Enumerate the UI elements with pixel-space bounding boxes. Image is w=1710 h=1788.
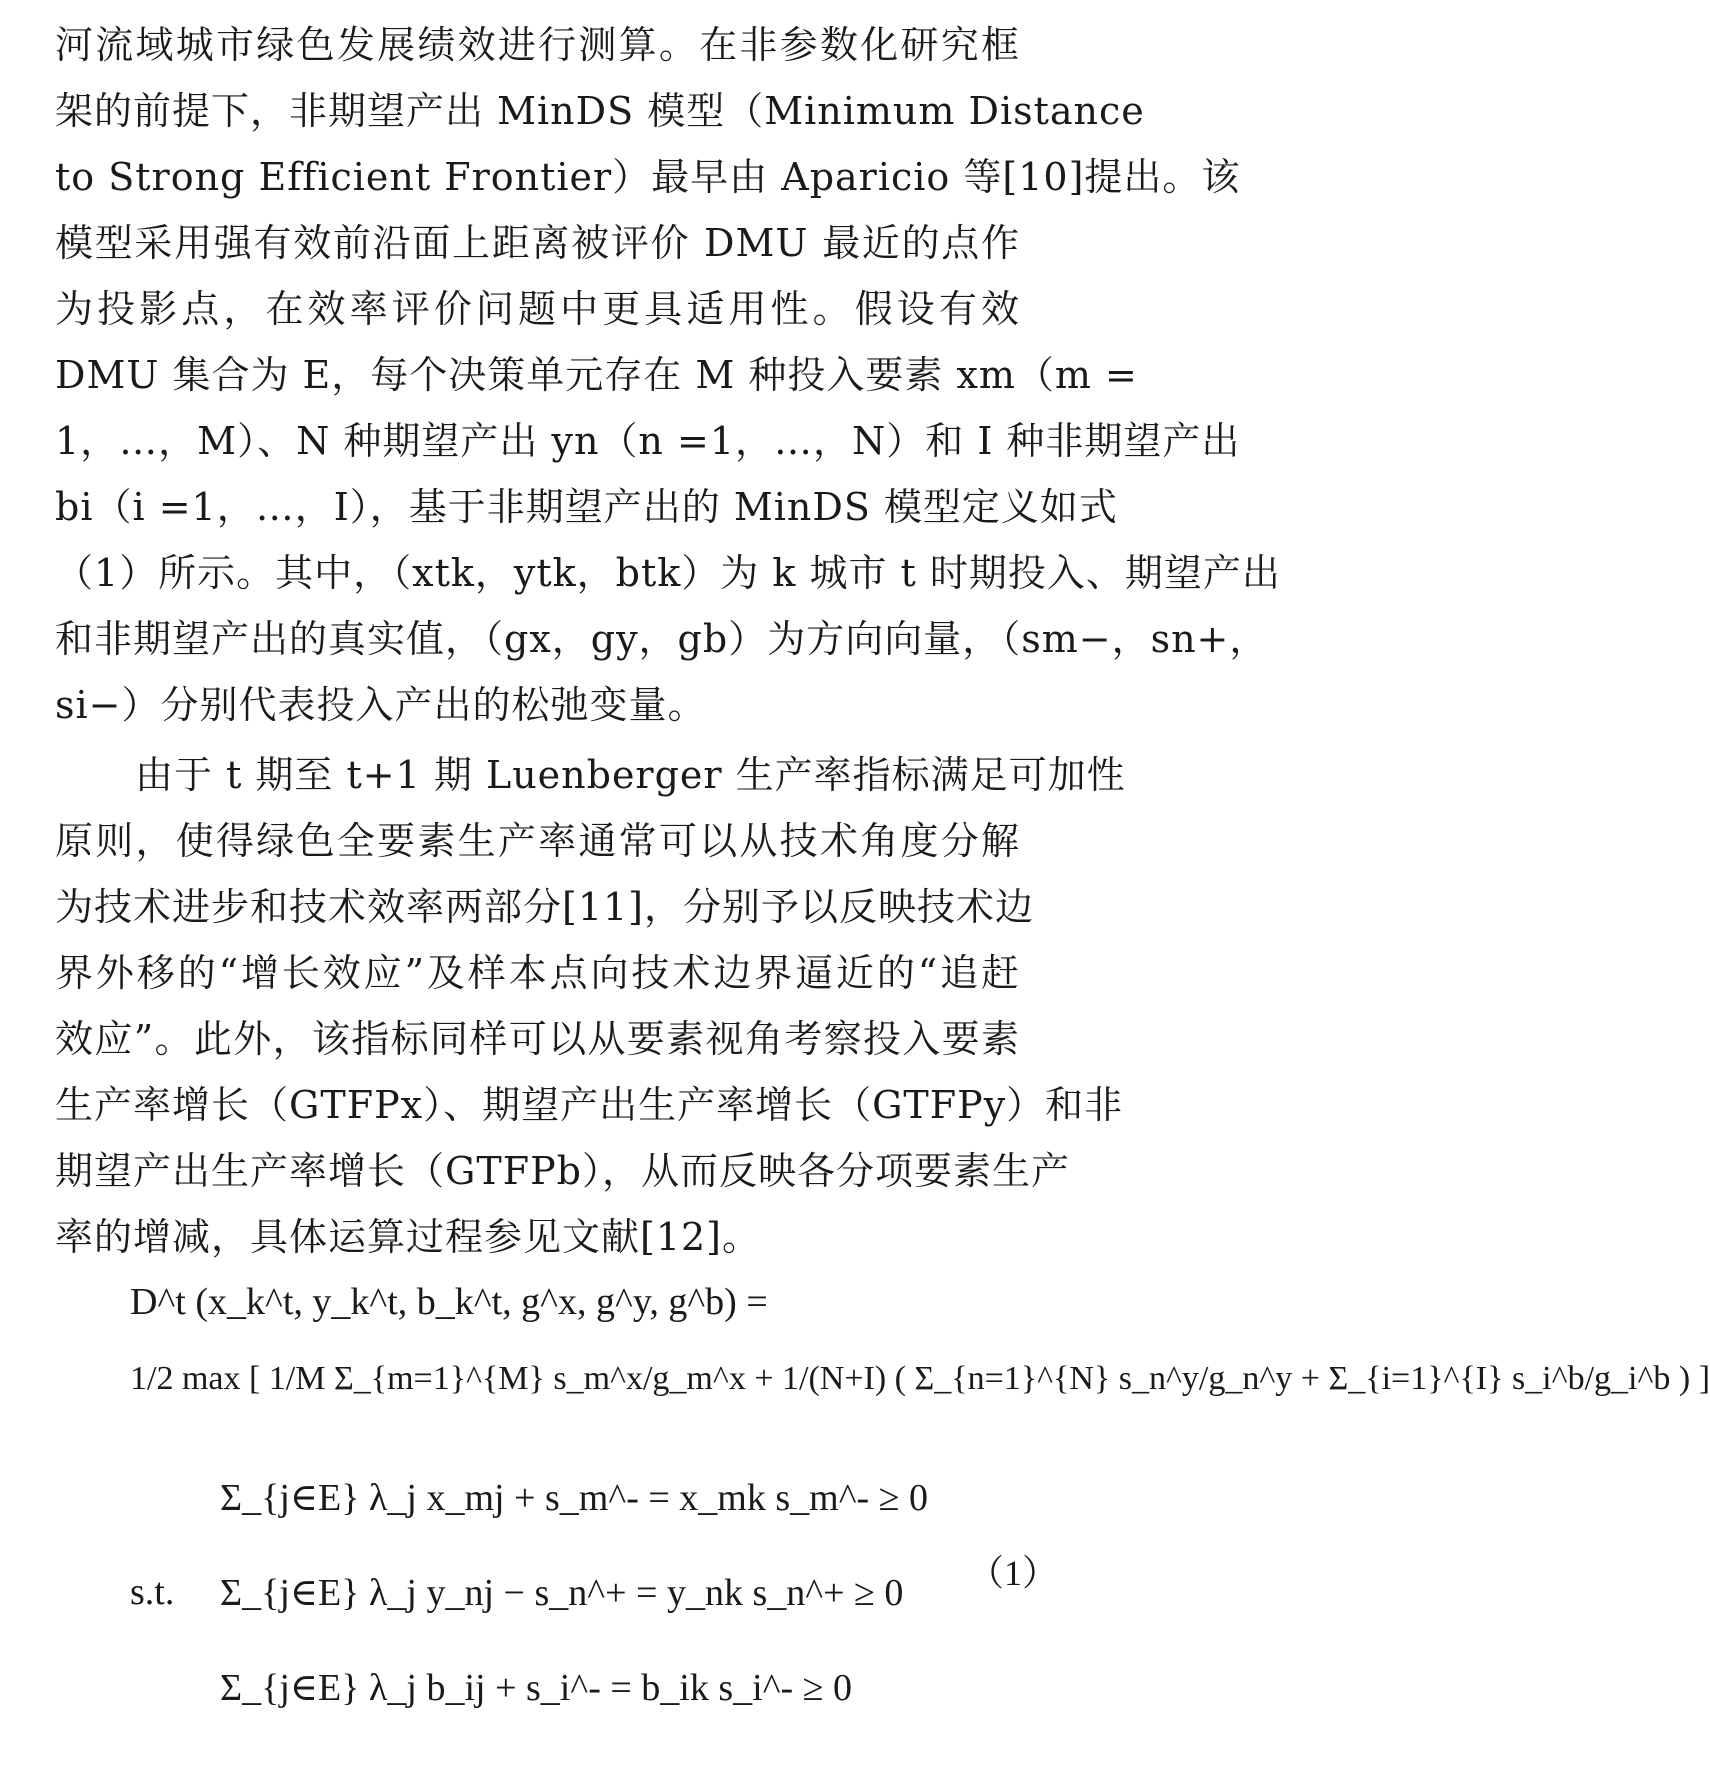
text-line: 效应”。此外，该指标同样可以从要素视角考察投入要素 — [55, 1017, 1020, 1061]
equation-objective: 1/2 max [ 1/M Σ_{m=1}^{M} s_m^x/g_m^x + 1/(N+I) ( Σ_{n=1}^{N} s_n^y/g_n^y + Σ_{i=1}^{I} s_i^b/g_i^b ) ] — [130, 1360, 1710, 1397]
text-line: 原则，使得绿色全要素生产率通常可以从技术角度分解 — [55, 819, 1020, 863]
equation-block — [130, 1280, 1710, 1780]
text-line: 由于 t 期至 t+1 期 Luenberger 生产率指标满足可加性 — [135, 753, 1126, 797]
equation-number: （1） — [967, 1553, 1058, 1593]
text-line: to Strong Efficient Frontier）最早由 Aparicio 等[10]提出。该 — [55, 155, 1241, 199]
text-line: 和非期望产出的真实值，（gx，gy，gb）为方向向量，（sm−，sn+， — [55, 617, 1269, 661]
constraint-1: Σ_{j∈E} λ_j x_mj + s_m^- = x_mk s_m^- ≥ 0 — [220, 1477, 929, 1519]
text-line: 架的前提下，非期望产出 MinDS 模型（Minimum Distance — [55, 89, 1145, 133]
text-line: 模型采用强有效前沿面上距离被评价 DMU 最近的点作 — [55, 221, 1020, 265]
text-line: DMU 集合为 E，每个决策单元存在 M 种投入要素 xm（m = — [55, 353, 1138, 397]
paragraph-2 — [55, 742, 1126, 1270]
text-line: 率的增减，具体运算过程参见文献[12]。 — [55, 1215, 762, 1259]
text-line: 界外移的“增长效应”及样本点向技术边界逼近的“追赶 — [55, 951, 1020, 995]
text-line: bi（i =1，…，I），基于非期望产出的 MinDS 模型定义如式 — [55, 485, 1118, 529]
constraint-2: Σ_{j∈E} λ_j y_nj − s_n^+ = y_nk s_n^+ ≥ 0 — [220, 1572, 904, 1614]
text-line: 1，…，M）、N 种期望产出 yn（n =1，…，N）和 I 种非期望产出 — [55, 419, 1241, 463]
constraint-3: Σ_{j∈E} λ_j b_ij + s_i^- = b_ik s_i^- ≥ 0 — [220, 1667, 853, 1709]
text-line: si−）分别代表投入产出的松弛变量。 — [55, 683, 707, 727]
text-line: 期望产出生产率增长（GTFPb），从而反映各分项要素生产 — [55, 1149, 1070, 1193]
text-line: 为技术进步和技术效率两部分[11]，分别予以反映技术边 — [55, 885, 1035, 929]
text-line: （1）所示。其中，（xtk，ytk，btk）为 k 城市 t 时期投入、期望产出 — [55, 551, 1281, 595]
paragraph-1 — [55, 12, 1281, 738]
text-line: 河流域城市绿色发展绩效进行测算。在非参数化研究框 — [55, 23, 1020, 67]
equation-lhs: D^t (x_k^t, y_k^t, b_k^t, g^x, g^y, g^b) = — [130, 1281, 768, 1323]
text-line: 为投影点，在效率评价问题中更具适用性。假设有效 — [55, 287, 1020, 331]
text-line: 生产率增长（GTFPx）、期望产出生产率增长（GTFPy）和非 — [55, 1083, 1124, 1127]
st-label: s.t. — [130, 1571, 175, 1613]
